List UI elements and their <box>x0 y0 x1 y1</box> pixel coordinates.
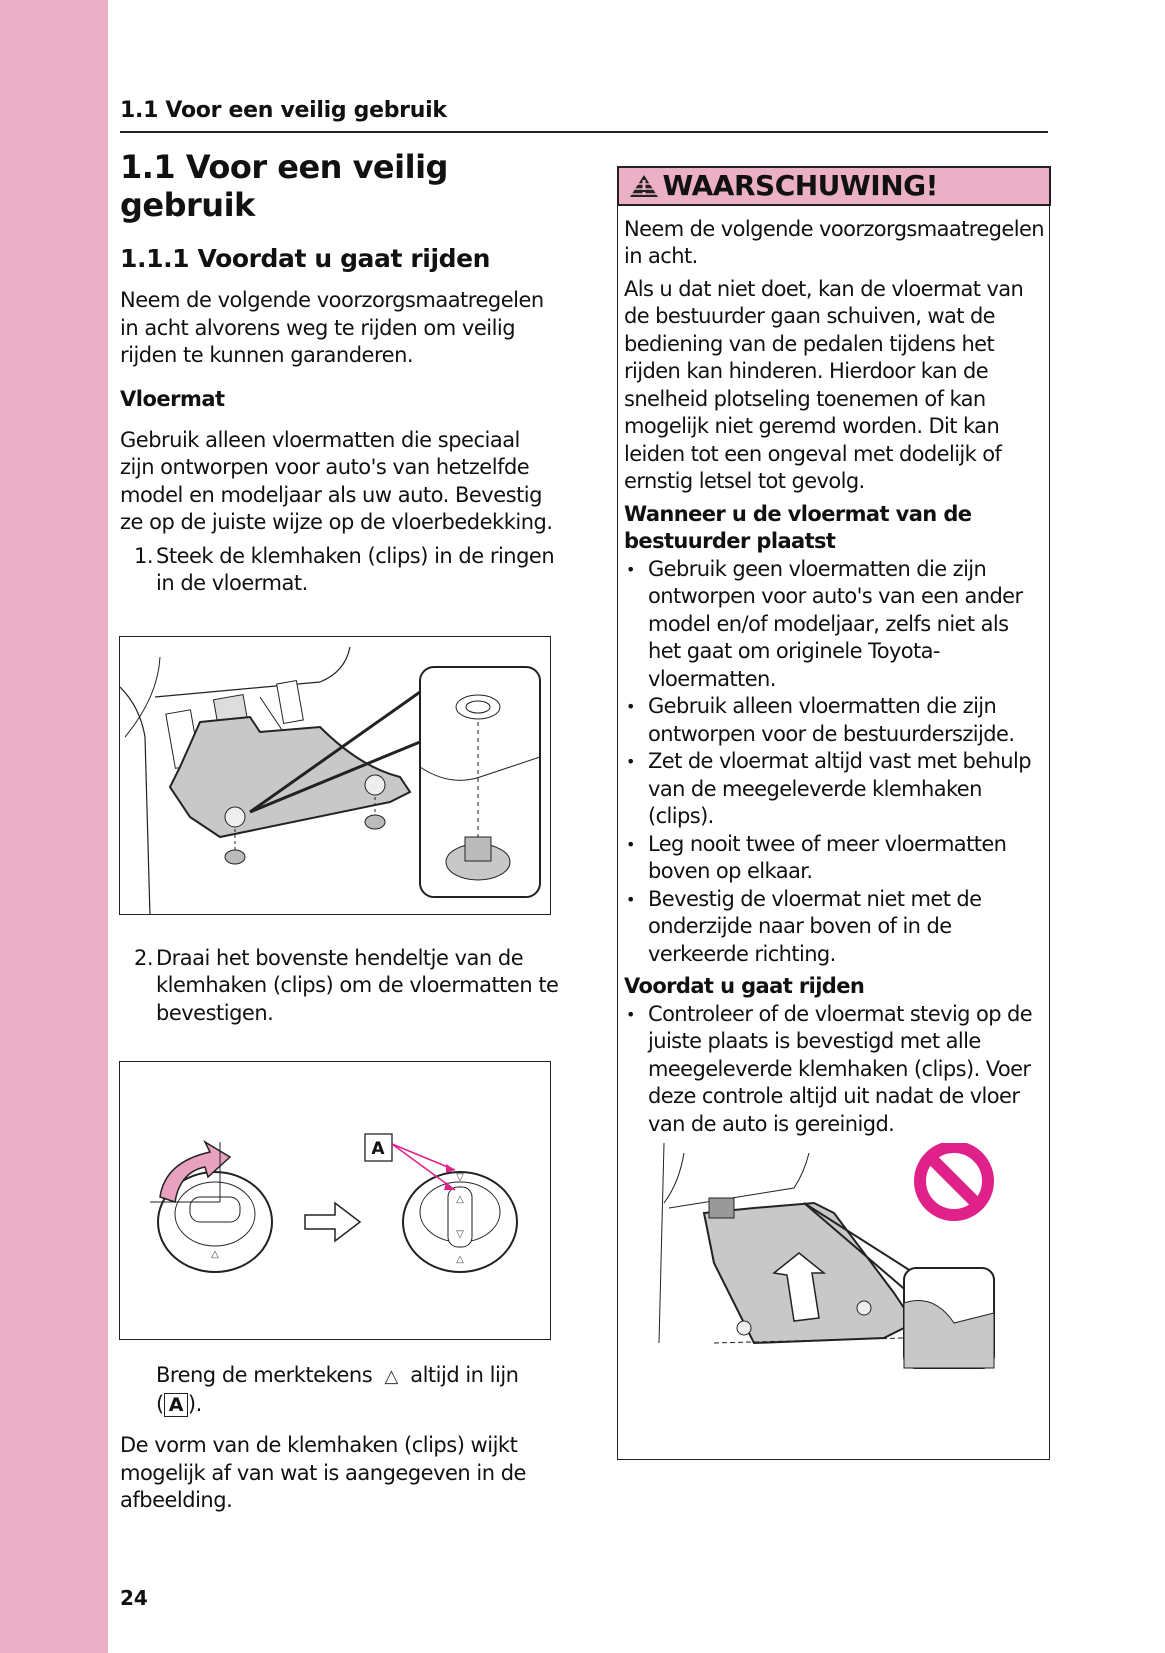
step-text: Draai het bovenste hendeltje van de klemhaken (clips) om de vloermatten te bevestigen. <box>156 945 559 1025</box>
step-number: 1. <box>134 543 154 568</box>
page-number: 24 <box>120 1586 148 1610</box>
warning-intro: Neem de volgende voorzorgsmaatregelen in acht. <box>624 216 1045 268</box>
section-heading: Vloermat <box>120 386 225 411</box>
step-number: 2. <box>134 945 154 970</box>
left-column <box>120 148 560 1531</box>
warning-title: WAARSCHUWING! <box>662 169 938 202</box>
warning-box <box>617 166 1050 1460</box>
note-paren: ). <box>187 1391 202 1416</box>
list-item: • Leg nooit twee of meer vloermatten boven op elkaar. <box>624 831 1045 886</box>
step-1 <box>120 543 560 598</box>
floor-mat-illustration <box>120 637 551 915</box>
warning-triangle-icon <box>629 174 659 198</box>
alignment-note <box>120 1362 560 1418</box>
list-item: • Zet de vloermat altijd vast met behulp van de meegeleverde klemhaken (clips). <box>624 748 1045 831</box>
figure-wrong-mat-placement <box>654 1143 1034 1373</box>
warning-header <box>617 166 1051 206</box>
running-head: 1.1 Voor een veilig gebruik <box>120 98 447 123</box>
warning-subheading: Voordat u gaat rijden <box>624 974 865 998</box>
note-text: Breng de merktekens <box>156 1363 373 1387</box>
svg-text:△: △ <box>456 1254 464 1265</box>
right-column <box>617 166 1050 1460</box>
triangle-mark-icon: △ <box>384 1366 398 1387</box>
wrong-placement-illustration <box>654 1143 1034 1373</box>
svg-text:△: △ <box>456 1194 464 1205</box>
list-item: • Controleer of de vloermat stevig op de juiste plaats is bevestigd met alle meegeleverde klemhaken (clips). Voer deze controle altijd uit nadat de vloer van de auto is gereinigd. <box>624 1001 1045 1139</box>
header-divider <box>120 131 1048 133</box>
figure-clip-rotation <box>119 1061 551 1340</box>
clip-rotation-illustration <box>120 1062 551 1340</box>
list-item: • Gebruik geen vloermatten die zijn ontworpen voor auto's van een ander model en/of modeljaar, zelfs niet als het gaat om originele Toyota-vloermatten. <box>624 556 1045 694</box>
svg-text:▽: ▽ <box>456 1172 464 1183</box>
warning-consequence: Als u dat niet doet, kan de vloermat van de bestuurder gaan schuiven, wat de bediening van de pedalen tijdens het rijden kan hinderen. Hierdoor kan de snelheid plotseling toenemen of kan mogelijk niet geremd worden. Dit kan leiden tot een ongeval met dodelijk of ernstig letsel tot gevolg. <box>624 276 1024 493</box>
warning-bullets-before-driving <box>624 1001 1045 1139</box>
warning-body <box>618 206 1049 1374</box>
note-text: altijd in lijn <box>410 1363 519 1387</box>
label-a: A <box>371 1139 385 1159</box>
section-text: Gebruik alleen vloermatten die speciaal zijn ontworpen voor auto's van hetzelfde model en modeljaar als uw auto. Bevestig ze op de juiste wijze op de vloerbedekking. <box>120 427 553 534</box>
closing-text: De vorm van de klemhaken (clips) wijkt mogelijk af van wat is aangegeven in de afbeelding. <box>120 1433 526 1512</box>
svg-text:▽: ▽ <box>456 1229 464 1240</box>
step-text: Steek de klemhaken (clips) in de ringen in de vloermat. <box>156 543 555 595</box>
svg-text:△: △ <box>211 1249 219 1260</box>
note-paren: ( <box>156 1391 164 1416</box>
warning-bullets-placement <box>624 556 1045 969</box>
warning-subheading: Wanneer u de vloermat van de bestuurder plaatst <box>624 501 972 553</box>
step-2 <box>120 945 560 1028</box>
list-item: • Gebruik alleen vloermatten die zijn ontworpen voor de bestuurderszijde. <box>624 693 1045 748</box>
figure-floor-mat-install <box>119 636 551 915</box>
sidebar-accent-bar <box>0 0 108 1653</box>
list-item: • Bevestig de vloermat niet met de onderzijde naar boven of in de verkeerde richting. <box>624 886 1045 969</box>
page-title: 1.1 Voor een veilig gebruik <box>120 148 448 224</box>
section-subtitle: 1.1.1 Voordat u gaat rijden <box>120 244 491 273</box>
intro-text: Neem de volgende voorzorgsmaatregelen in acht alvorens weg te rijden om veilig rijden te kunnen garanderen. <box>120 288 544 367</box>
label-a-box: A <box>164 1393 188 1417</box>
